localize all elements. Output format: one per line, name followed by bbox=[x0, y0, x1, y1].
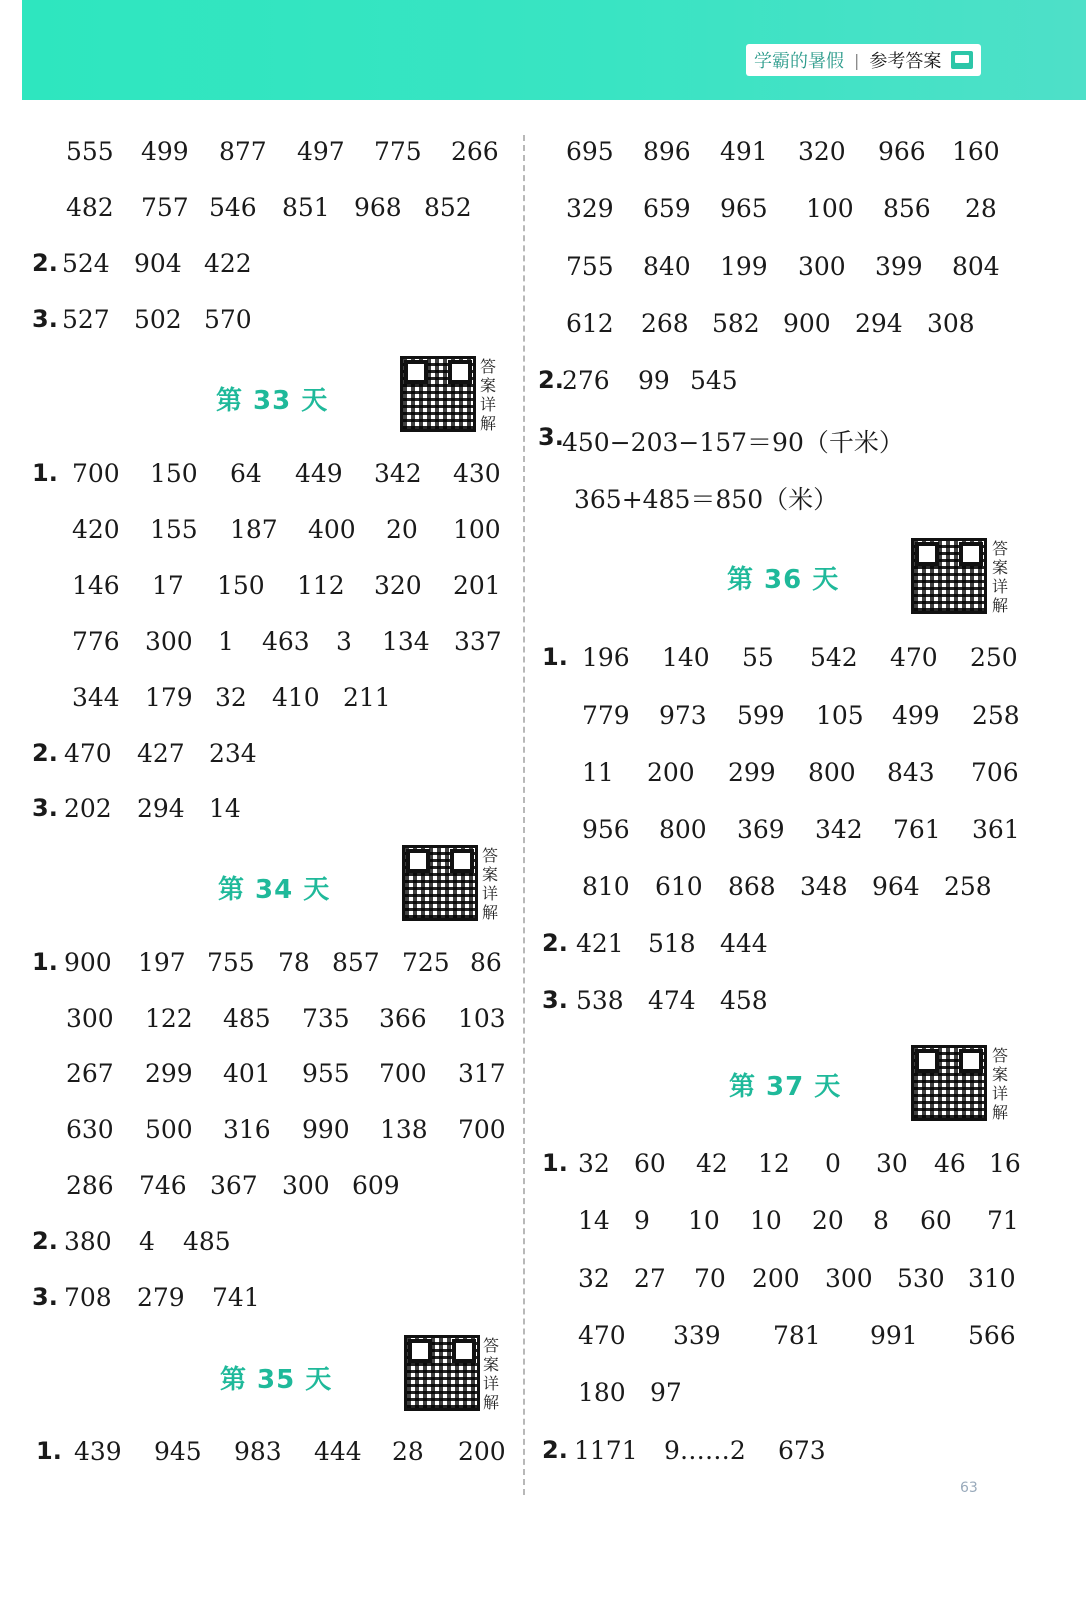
answer-value: 146 bbox=[72, 571, 120, 600]
answer-value: 112 bbox=[297, 571, 345, 600]
header-separator: | bbox=[854, 50, 860, 70]
answer-value: 538 bbox=[576, 986, 624, 1015]
answer-value: 965 bbox=[720, 194, 768, 223]
answer-value: 268 bbox=[641, 309, 689, 338]
answer-value: 695 bbox=[566, 137, 614, 166]
answer-value: 524 bbox=[62, 249, 110, 278]
answer-value: 310 bbox=[968, 1264, 1016, 1293]
answer-value: 250 bbox=[970, 643, 1018, 672]
answer-value: 700 bbox=[72, 459, 120, 488]
answer-value: 582 bbox=[712, 309, 760, 338]
day-33-title: 第 33 天 bbox=[216, 386, 329, 416]
answer-value: 286 bbox=[66, 1171, 114, 1200]
answer-value: 14 bbox=[578, 1206, 610, 1235]
answer-value: 470 bbox=[890, 643, 938, 672]
answer-value: 279 bbox=[137, 1283, 185, 1312]
answer-value: 122 bbox=[145, 1004, 193, 1033]
answer-value: 856 bbox=[883, 194, 931, 223]
answer-value: 599 bbox=[737, 701, 785, 730]
answer-value: 804 bbox=[952, 252, 1000, 281]
answer-value: 485 bbox=[183, 1227, 231, 1256]
answer-value: 530 bbox=[897, 1264, 945, 1293]
answer-value: 421 bbox=[576, 929, 624, 958]
answer-value: 4 bbox=[139, 1227, 155, 1256]
answer-value: 267 bbox=[66, 1059, 114, 1088]
answer-value: 500 bbox=[145, 1115, 193, 1144]
answer-value: 781 bbox=[773, 1321, 821, 1350]
answer-row bbox=[66, 1059, 512, 1099]
answer-value: 420 bbox=[72, 515, 120, 544]
answer-value: 180 bbox=[578, 1378, 626, 1407]
answer-value: 27 bbox=[634, 1264, 666, 1293]
answer-value: 134 bbox=[382, 627, 430, 656]
answer-row bbox=[66, 1115, 512, 1155]
answer-value: 673 bbox=[778, 1436, 826, 1465]
answer-value: 410 bbox=[272, 683, 320, 712]
answer-value: 366 bbox=[379, 1004, 427, 1033]
answer-value: 896 bbox=[643, 137, 691, 166]
answer-value: 725 bbox=[402, 948, 450, 977]
answer-value: 800 bbox=[808, 758, 856, 787]
answer-value: 294 bbox=[855, 309, 903, 338]
answer-value: 160 bbox=[952, 137, 1000, 166]
answer-value: 877 bbox=[219, 137, 267, 166]
answer-row bbox=[578, 1378, 1022, 1418]
answer-value: 990 bbox=[302, 1115, 350, 1144]
answer-value: 329 bbox=[566, 194, 614, 223]
answer-value: 491 bbox=[720, 137, 768, 166]
answer-value: 369 bbox=[737, 815, 785, 844]
answer-value: 499 bbox=[141, 137, 189, 166]
answer-row bbox=[582, 758, 1022, 798]
answer-value: 42 bbox=[696, 1149, 728, 1178]
answer-row bbox=[578, 1206, 1022, 1246]
answer-value: 900 bbox=[64, 948, 112, 977]
question-number: 2. bbox=[32, 1227, 58, 1255]
answer-value: 320 bbox=[798, 137, 846, 166]
answer-value: 659 bbox=[643, 194, 691, 223]
answer-row bbox=[32, 459, 512, 499]
answer-equation: 450−203−157＝90（千米） bbox=[562, 428, 904, 457]
answer-value: 1 bbox=[218, 627, 234, 656]
answer-value: 103 bbox=[458, 1004, 506, 1033]
question-number: 3. bbox=[32, 305, 58, 333]
answer-value: 179 bbox=[145, 683, 193, 712]
answer-value: 9 bbox=[634, 1206, 650, 1235]
answer-value: 342 bbox=[374, 459, 422, 488]
answer-value: 196 bbox=[582, 643, 630, 672]
answer-value: 138 bbox=[380, 1115, 428, 1144]
answer-value: 746 bbox=[139, 1171, 187, 1200]
answer-row bbox=[72, 683, 512, 723]
answer-value: 316 bbox=[223, 1115, 271, 1144]
answer-value: 299 bbox=[145, 1059, 193, 1088]
answer-value: 843 bbox=[887, 758, 935, 787]
answer-value: 300 bbox=[282, 1171, 330, 1200]
answer-value: 64 bbox=[230, 459, 262, 488]
answer-value: 482 bbox=[66, 193, 114, 222]
question-number: 3. bbox=[32, 1283, 58, 1311]
answer-value: 78 bbox=[278, 948, 310, 977]
answer-value: 266 bbox=[451, 137, 499, 166]
question-number: 3. bbox=[32, 794, 58, 822]
answer-value: 964 bbox=[872, 872, 920, 901]
answer-row bbox=[566, 194, 1026, 234]
answer-row bbox=[578, 1264, 1022, 1304]
question-number: 1. bbox=[542, 1149, 568, 1177]
answer-value: 708 bbox=[64, 1283, 112, 1312]
answer-value: 430 bbox=[453, 459, 501, 488]
answer-value: 991 bbox=[870, 1321, 918, 1350]
book-icon bbox=[951, 51, 973, 69]
answer-value: 610 bbox=[655, 872, 703, 901]
answer-equation: 365+485＝850（米） bbox=[574, 485, 839, 514]
answer-value: 527 bbox=[62, 305, 110, 334]
answer-row bbox=[582, 872, 1022, 912]
answer-value: 11 bbox=[582, 758, 614, 787]
answer-row bbox=[542, 643, 1022, 683]
qr-code-icon[interactable] bbox=[400, 356, 476, 432]
question-3-row bbox=[538, 423, 1018, 463]
answer-value: 700 bbox=[458, 1115, 506, 1144]
answer-key-label: 参考答案 bbox=[869, 51, 942, 72]
answer-value: 776 bbox=[72, 627, 120, 656]
answer-value: 0 bbox=[825, 1149, 841, 1178]
question-number: 2. bbox=[538, 366, 564, 394]
qr-code-icon[interactable] bbox=[404, 1335, 480, 1411]
answer-value: 945 bbox=[154, 1437, 202, 1466]
answer-value: 32 bbox=[578, 1264, 610, 1293]
answer-value: 612 bbox=[566, 309, 614, 338]
answer-value: 444 bbox=[314, 1437, 362, 1466]
answer-row bbox=[72, 515, 512, 555]
answer-value: 868 bbox=[728, 872, 776, 901]
answer-value: 20 bbox=[386, 515, 418, 544]
answer-value: 502 bbox=[134, 305, 182, 334]
question-2-row bbox=[32, 249, 332, 289]
answer-value: 100 bbox=[806, 194, 854, 223]
answer-value: 339 bbox=[673, 1321, 721, 1350]
answer-value: 400 bbox=[308, 515, 356, 544]
answer-row bbox=[72, 627, 512, 667]
answer-value: 28 bbox=[392, 1437, 424, 1466]
answer-value: 470 bbox=[64, 739, 112, 768]
answer-value: 211 bbox=[343, 683, 391, 712]
answer-row bbox=[66, 1004, 512, 1044]
answer-value: 518 bbox=[648, 929, 696, 958]
answer-value: 9……2 bbox=[664, 1436, 746, 1465]
day-36-title: 第 36 天 bbox=[727, 565, 840, 595]
answer-value: 8 bbox=[873, 1206, 889, 1235]
answer-value: 300 bbox=[66, 1004, 114, 1033]
answer-value: 100 bbox=[453, 515, 501, 544]
answer-value: 12 bbox=[758, 1149, 790, 1178]
answer-equation-row bbox=[574, 480, 974, 520]
answer-row bbox=[578, 1321, 1022, 1361]
answer-value: 904 bbox=[134, 249, 182, 278]
answer-value: 234 bbox=[209, 739, 257, 768]
answer-value: 342 bbox=[815, 815, 863, 844]
column-divider bbox=[523, 135, 525, 1495]
answer-value: 308 bbox=[927, 309, 975, 338]
qr-label: 答案详解 bbox=[482, 1336, 499, 1412]
answer-row bbox=[582, 701, 1022, 741]
answer-value: 55 bbox=[742, 643, 774, 672]
answer-value: 200 bbox=[647, 758, 695, 787]
header-badge bbox=[746, 44, 981, 76]
answer-value: 439 bbox=[74, 1437, 122, 1466]
question-2-row bbox=[32, 1227, 332, 1267]
answer-row bbox=[32, 948, 512, 988]
day-34-title: 第 34 天 bbox=[218, 875, 331, 905]
question-number: 2. bbox=[542, 1436, 568, 1464]
question-number: 3. bbox=[538, 423, 564, 451]
answer-value: 28 bbox=[965, 194, 997, 223]
answer-value: 900 bbox=[783, 309, 831, 338]
answer-value: 542 bbox=[810, 643, 858, 672]
answer-value: 344 bbox=[72, 683, 120, 712]
answer-value: 755 bbox=[566, 252, 614, 281]
question-2-row bbox=[542, 1436, 962, 1476]
question-2-row bbox=[542, 929, 842, 969]
question-number: 3. bbox=[542, 986, 568, 1014]
day-35-title: 第 35 天 bbox=[220, 1365, 333, 1395]
answer-value: 10 bbox=[750, 1206, 782, 1235]
question-3-row bbox=[32, 794, 332, 834]
answer-value: 955 bbox=[302, 1059, 350, 1088]
answer-value: 775 bbox=[374, 137, 422, 166]
answer-value: 555 bbox=[66, 137, 114, 166]
answer-value: 258 bbox=[972, 701, 1020, 730]
question-number: 1. bbox=[542, 643, 568, 671]
answer-row bbox=[566, 309, 1026, 349]
answer-value: 276 bbox=[562, 366, 610, 395]
question-3-row bbox=[542, 986, 842, 1026]
answer-value: 300 bbox=[145, 627, 193, 656]
answer-value: 300 bbox=[798, 252, 846, 281]
answer-value: 361 bbox=[972, 815, 1020, 844]
answer-row bbox=[542, 1149, 1022, 1189]
answer-value: 155 bbox=[150, 515, 198, 544]
answer-value: 449 bbox=[295, 459, 343, 488]
answer-value: 546 bbox=[209, 193, 257, 222]
answer-value: 86 bbox=[470, 948, 502, 977]
answer-row bbox=[566, 252, 1026, 292]
answer-value: 966 bbox=[878, 137, 926, 166]
answer-value: 32 bbox=[578, 1149, 610, 1178]
answer-row bbox=[36, 1437, 512, 1477]
page-number: 63 bbox=[960, 1480, 978, 1496]
answer-value: 427 bbox=[137, 739, 185, 768]
answer-value: 140 bbox=[662, 643, 710, 672]
answer-value: 399 bbox=[875, 252, 923, 281]
answer-value: 983 bbox=[234, 1437, 282, 1466]
answer-value: 3 bbox=[336, 627, 352, 656]
question-number: 1. bbox=[32, 948, 58, 976]
answer-value: 197 bbox=[138, 948, 186, 977]
answer-value: 97 bbox=[650, 1378, 682, 1407]
answer-value: 300 bbox=[825, 1264, 873, 1293]
answer-value: 470 bbox=[578, 1321, 626, 1350]
answer-value: 741 bbox=[212, 1283, 260, 1312]
answer-value: 566 bbox=[968, 1321, 1016, 1350]
answer-value: 294 bbox=[137, 794, 185, 823]
answer-value: 463 bbox=[262, 627, 310, 656]
answer-value: 401 bbox=[223, 1059, 271, 1088]
question-number: 2. bbox=[542, 929, 568, 957]
answer-value: 499 bbox=[892, 701, 940, 730]
qr-label: 答案详解 bbox=[479, 357, 496, 433]
answer-value: 810 bbox=[582, 872, 630, 901]
answer-value: 840 bbox=[643, 252, 691, 281]
answer-value: 755 bbox=[207, 948, 255, 977]
answer-value: 706 bbox=[971, 758, 1019, 787]
qr-code-icon[interactable] bbox=[402, 845, 478, 921]
qr-code-icon[interactable] bbox=[911, 1045, 987, 1121]
answer-value: 422 bbox=[204, 249, 252, 278]
answer-value: 70 bbox=[694, 1264, 726, 1293]
answer-value: 200 bbox=[458, 1437, 506, 1466]
question-3-row bbox=[32, 305, 332, 345]
answer-value: 10 bbox=[688, 1206, 720, 1235]
answer-value: 317 bbox=[458, 1059, 506, 1088]
answer-value: 973 bbox=[659, 701, 707, 730]
answer-value: 757 bbox=[141, 193, 189, 222]
question-number: 2. bbox=[32, 249, 58, 277]
answer-value: 851 bbox=[282, 193, 330, 222]
answer-value: 14 bbox=[209, 794, 241, 823]
answer-value: 202 bbox=[64, 794, 112, 823]
answer-value: 337 bbox=[454, 627, 502, 656]
answer-value: 630 bbox=[66, 1115, 114, 1144]
answer-value: 16 bbox=[989, 1149, 1021, 1178]
answer-value: 20 bbox=[812, 1206, 844, 1235]
answer-value: 60 bbox=[634, 1149, 666, 1178]
answer-value: 30 bbox=[876, 1149, 908, 1178]
answer-value: 258 bbox=[944, 872, 992, 901]
answer-value: 570 bbox=[204, 305, 252, 334]
answer-value: 497 bbox=[297, 137, 345, 166]
answer-value: 187 bbox=[230, 515, 278, 544]
answer-value: 105 bbox=[816, 701, 864, 730]
qr-label: 答案详解 bbox=[481, 846, 498, 922]
answer-value: 320 bbox=[374, 571, 422, 600]
qr-label: 答案详解 bbox=[991, 539, 1008, 615]
answer-value: 99 bbox=[638, 366, 670, 395]
answer-row bbox=[66, 193, 506, 233]
answer-row bbox=[582, 815, 1022, 855]
answer-value: 968 bbox=[354, 193, 402, 222]
answer-value: 60 bbox=[920, 1206, 952, 1235]
answer-value: 200 bbox=[752, 1264, 800, 1293]
question-number: 1. bbox=[36, 1437, 62, 1465]
answer-value: 779 bbox=[582, 701, 630, 730]
answer-value: 348 bbox=[800, 872, 848, 901]
answer-value: 1171 bbox=[574, 1436, 638, 1465]
answer-value: 852 bbox=[424, 193, 472, 222]
answer-value: 458 bbox=[720, 986, 768, 1015]
answer-value: 474 bbox=[648, 986, 696, 1015]
answer-value: 735 bbox=[302, 1004, 350, 1033]
answer-value: 956 bbox=[582, 815, 630, 844]
question-number: 2. bbox=[32, 739, 58, 767]
answer-row bbox=[72, 571, 512, 611]
qr-code-icon[interactable] bbox=[911, 538, 987, 614]
question-3-row bbox=[32, 1283, 332, 1323]
answer-value: 32 bbox=[215, 683, 247, 712]
answer-row bbox=[566, 137, 1026, 177]
answer-value: 199 bbox=[720, 252, 768, 281]
answer-value: 857 bbox=[332, 948, 380, 977]
answer-row bbox=[66, 137, 506, 177]
question-2-row bbox=[538, 366, 838, 406]
qr-label: 答案详解 bbox=[991, 1046, 1008, 1122]
answer-value: 201 bbox=[453, 571, 501, 600]
answer-value: 545 bbox=[690, 366, 738, 395]
answer-value: 444 bbox=[720, 929, 768, 958]
answer-row bbox=[66, 1171, 512, 1211]
answer-value: 150 bbox=[217, 571, 265, 600]
answer-value: 46 bbox=[934, 1149, 966, 1178]
answer-value: 299 bbox=[728, 758, 776, 787]
answer-value: 800 bbox=[659, 815, 707, 844]
day-37-title: 第 37 天 bbox=[729, 1072, 842, 1102]
answer-value: 485 bbox=[223, 1004, 271, 1033]
answer-value: 609 bbox=[352, 1171, 400, 1200]
answer-value: 367 bbox=[210, 1171, 258, 1200]
answer-value: 700 bbox=[379, 1059, 427, 1088]
question-number: 1. bbox=[32, 459, 58, 487]
answer-value: 761 bbox=[893, 815, 941, 844]
answer-value: 71 bbox=[987, 1206, 1019, 1235]
answer-value: 380 bbox=[64, 1227, 112, 1256]
book-title: 学霸的暑假 bbox=[754, 51, 844, 72]
answer-value: 17 bbox=[152, 571, 184, 600]
answer-value: 150 bbox=[150, 459, 198, 488]
question-2-row bbox=[32, 739, 332, 779]
